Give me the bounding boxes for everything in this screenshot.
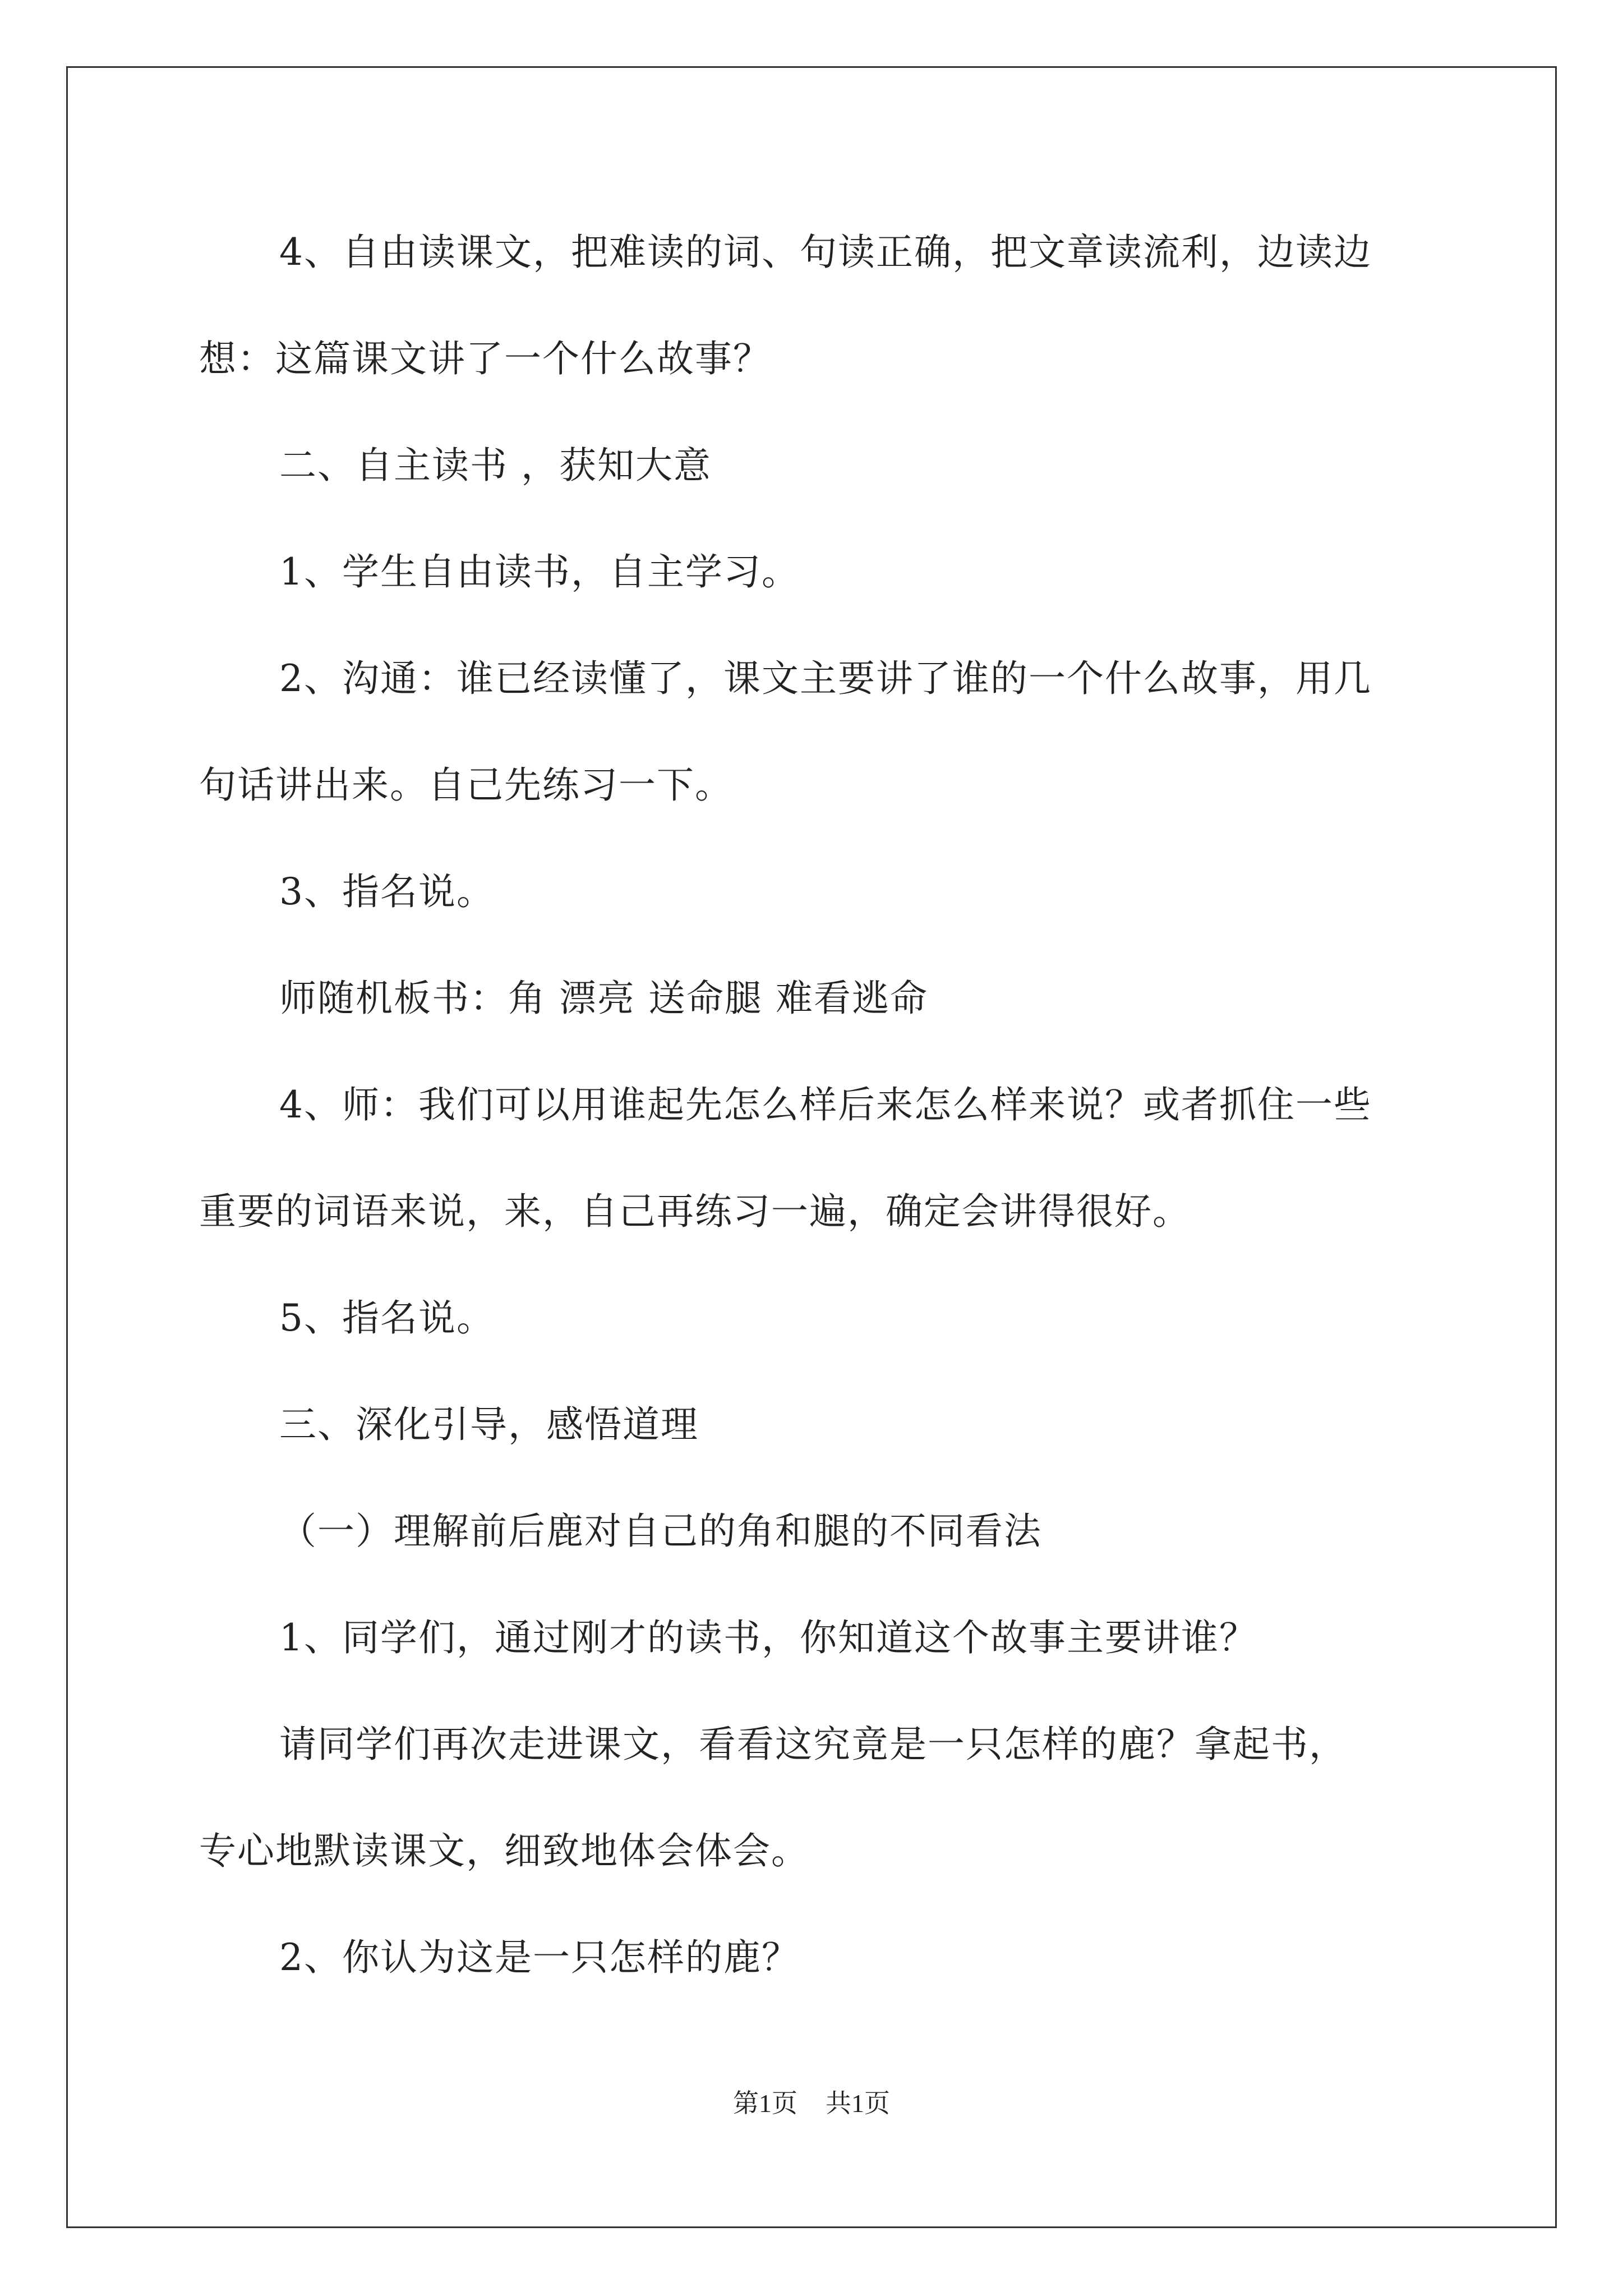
paragraph-line: 4、师：我们可以用谁起先怎么样后来怎么样来说？或者抓住一些 (279, 1083, 1372, 1126)
paragraph-line: 5、指名说。 (279, 1296, 495, 1340)
paragraph-line: 重要的词语来说，来，自己再练习一遍，确定会讲得很好。 (199, 1190, 1191, 1233)
page-footer (0, 2087, 1623, 2120)
page-number: 第1页 (733, 2089, 797, 2118)
paragraph-line: 3、指名说。 (279, 870, 495, 913)
paragraph-line: 专心地默读课文，细致地体会体会。 (199, 1829, 809, 1872)
paragraph-line: 想：这篇课文讲了一个什么故事？ (199, 337, 771, 380)
paragraph-line: 1、同学们，通过刚才的读书，你知道这个故事主要讲谁？ (279, 1616, 1257, 1659)
page-total: 共1页 (826, 2089, 890, 2118)
paragraph-line: 4、自由读课文，把难读的词、句读正确，把文章读流利，边读边 (279, 231, 1372, 274)
paragraph-line: 1、学生自由读书，自主学习。 (279, 550, 800, 593)
paragraph-line: 师随机板书：角 漂亮 送命腿 难看逃命 (279, 977, 928, 1020)
section-heading: 二、自主读书 ，获知大意 (279, 444, 712, 487)
section-heading: 三、深化引导，感悟道理 (279, 1403, 699, 1446)
paragraph-line: 2、你认为这是一只怎样的鹿？ (279, 1936, 800, 1979)
paragraph-line: 句话讲出来。自己先练习一下。 (199, 763, 733, 807)
paragraph-line: 2、沟通：谁已经读懂了，课文主要讲了谁的一个什么故事，用几 (279, 657, 1372, 700)
paragraph-line: 请同学们再次走进课文，看看这究竟是一只怎样的鹿？拿起书， (279, 1723, 1347, 1766)
subsection-heading: （一）理解前后鹿对自己的角和腿的不同看法 (279, 1510, 1042, 1553)
